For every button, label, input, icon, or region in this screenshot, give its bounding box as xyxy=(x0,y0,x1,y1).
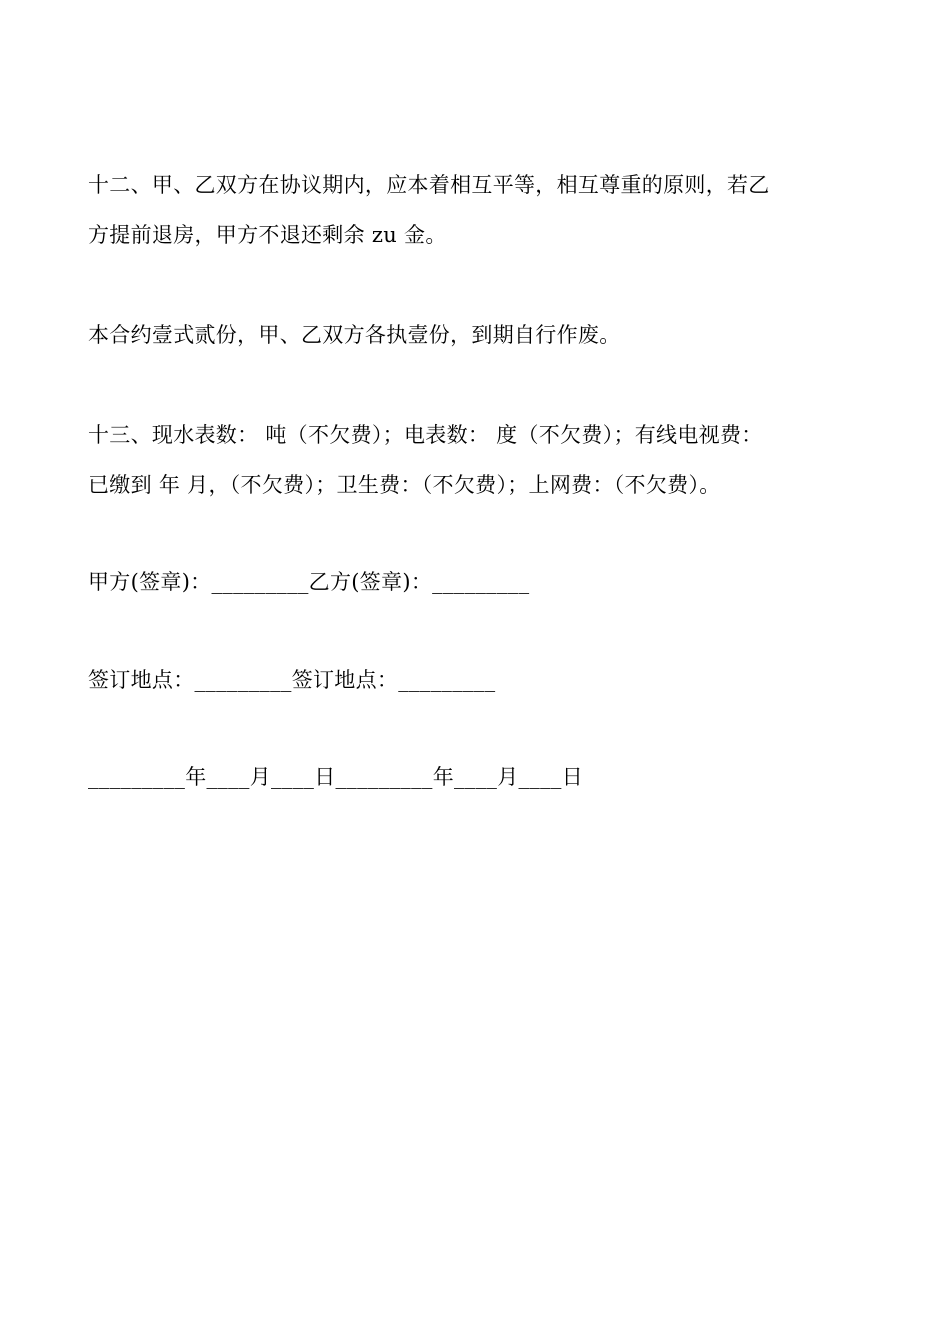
clause-12-line-2: 方提前退房，甲方不退还剩余 zu 金。 xyxy=(88,223,447,247)
signature-line xyxy=(88,557,878,607)
signature-text: 甲方(签章)：_________乙方(签章)：_________ xyxy=(88,570,530,594)
copies-statement-text: 本合约壹式贰份，甲、乙双方各执壹份，到期自行作废。 xyxy=(88,323,621,347)
clause-13-line-2: 已缴到 年 月，（不欠费）；卫生费：（不欠费）；上网费：（不欠费）。 xyxy=(88,473,721,497)
date-text: _________年____月____日_________年____月____日 xyxy=(88,765,583,789)
clause-13-line-1: 十三、现水表数： 吨（不欠费）；电表数： 度（不欠费）；有线电视费： xyxy=(88,423,763,447)
clause-13 xyxy=(88,410,878,510)
clause-12-line-1: 十二、甲、乙双方在协议期内，应本着相互平等，相互尊重的原则，若乙 xyxy=(88,173,770,197)
signing-place-text: 签订地点：_________签订地点：_________ xyxy=(88,668,496,692)
signing-place-line xyxy=(88,655,878,705)
date-line xyxy=(88,752,878,802)
clause-12 xyxy=(88,160,878,260)
copies-statement xyxy=(88,310,878,360)
